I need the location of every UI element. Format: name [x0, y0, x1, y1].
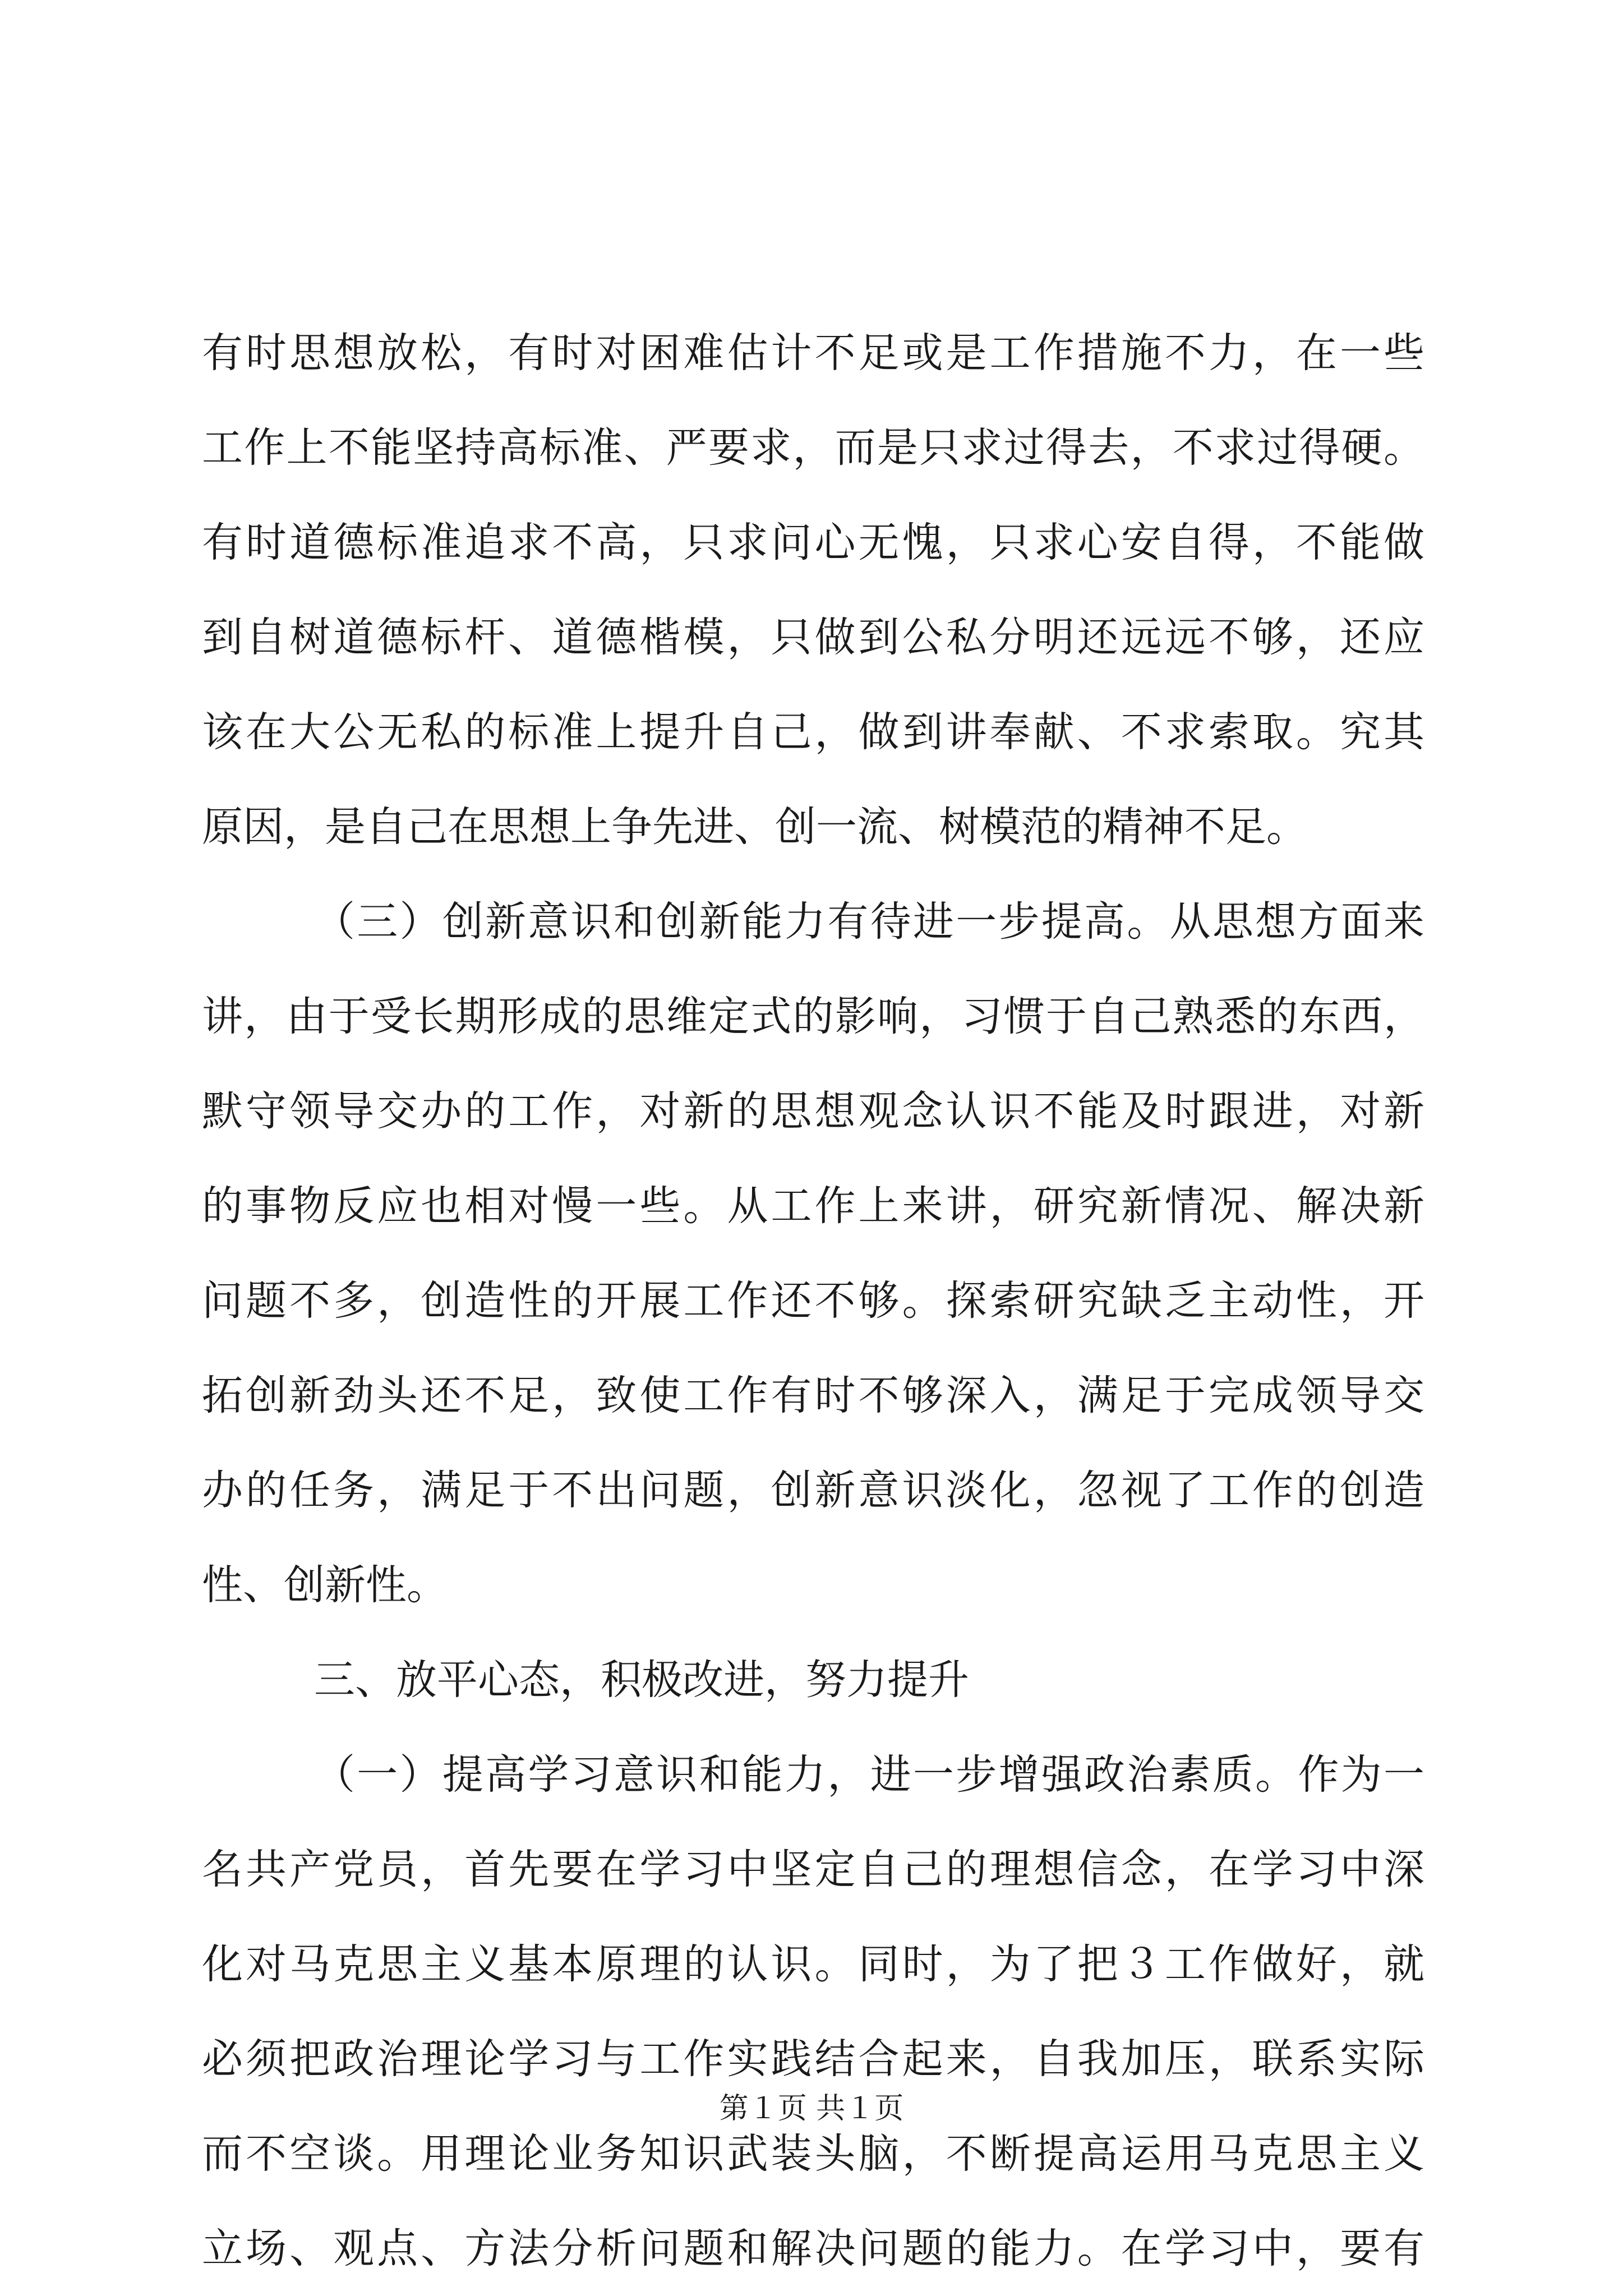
text-line: 化对马克思主义基本原理的认识。同时，为了把３工作做好，就 — [202, 1940, 1424, 1988]
page-footer: 第１页 共１页 — [719, 2092, 904, 2126]
text-line: 立场、观点、方法分析问题和解决问题的能力。在学习中，要有 — [202, 2225, 1424, 2272]
text-line: 讲，由于受长期形成的思维定式的影响，习惯于自己熟悉的东西， — [202, 993, 1424, 1040]
text-line: 工作上不能坚持高标准、严要求，而是只求过得去，不求过得硬。 — [202, 424, 1424, 472]
paragraph-heading: （三）创新意识和创新能力有待进一步提高。从思想方面来 — [314, 898, 1424, 946]
text-line: 性、创新性。 — [202, 1561, 448, 1609]
section-heading: 三、放平心态，积极改进，努力提升 — [314, 1656, 969, 1704]
text-line: 问题不多，创造性的开展工作还不够。探索研究缺乏主动性，开 — [202, 1277, 1424, 1325]
text-line: 必须把政治理论学习与工作实践结合起来，自我加压，联系实际 — [202, 2035, 1424, 2083]
text-line: 有时思想放松，有时对困难估计不足或是工作措施不力，在一些 — [202, 329, 1424, 377]
text-line: 该在大公无私的标准上提升自己，做到讲奉献、不求索取。究其 — [202, 708, 1424, 756]
text-line: 原因，是自己在思想上争先进、创一流、树模范的精神不足。 — [202, 803, 1307, 851]
text-line: 到自树道德标杆、道德楷模，只做到公私分明还远远不够，还应 — [202, 614, 1424, 661]
text-line: 拓创新劲头还不足，致使工作有时不够深入，满足于完成领导交 — [202, 1372, 1424, 1419]
text-line: 默守领导交办的工作，对新的思想观念认识不能及时跟进，对新 — [202, 1087, 1424, 1135]
body-text — [202, 306, 1424, 2296]
text-line: 而不空谈。用理论业务知识武装头脑，不断提高运用马克思主义 — [202, 2130, 1424, 2178]
text-line: 有时道德标准追求不高，只求问心无愧，只求心安自得，不能做 — [202, 519, 1424, 566]
text-line: 名共产党员，首先要在学习中坚定自己的理想信念，在学习中深 — [202, 1846, 1424, 1893]
paragraph-heading: （一）提高学习意识和能力，进一步增强政治素质。作为一 — [314, 1751, 1424, 1799]
text-line: 的事物反应也相对慢一些。从工作上来讲，研究新情况、解决新 — [202, 1182, 1424, 1230]
text-line: 办的任务，满足于不出问题，创新意识淡化，忽视了工作的创造 — [202, 1467, 1424, 1514]
